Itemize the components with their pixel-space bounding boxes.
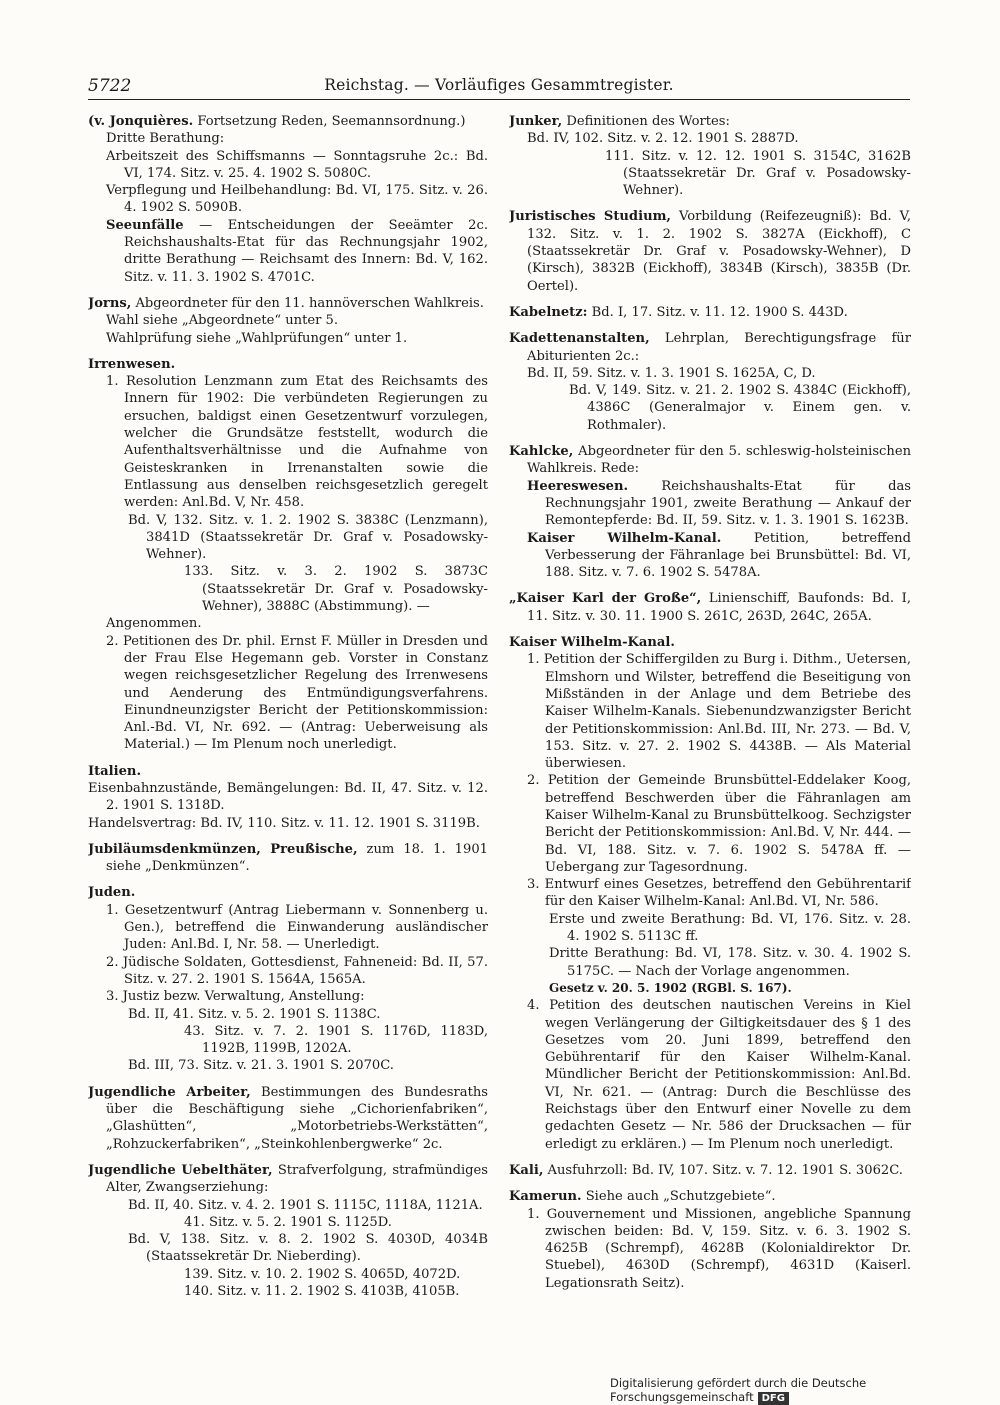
entry-kabelnetz: Kabelnetz: Bd. I, 17. Sitz. v. 11. 12. 1900 S. 443D.: [509, 304, 848, 320]
entry-jugendliche-arbeiter: Jugendliche Arbeiter, Bestimmungen des Bundesraths über die Beschäftigung siehe „Cichorienfabriken“, „Glashütten“, „Motorbetriebs-Werkstätten“, „Rohzuckerfabriken“, „Steinkohlenbergwerke“ 2c.: [88, 1084, 488, 1152]
entry-kahlcke: Kahlcke, Abgeordneter für den 5. schleswig-holsteinischen Wahlkreis. Rede: Heereswesen. Reichshaushalts-Etat für das Rechnungsjahr 1901, zweite Berathung — Ankauf der Remontepferde: Bd. II, 59. Sitz. v. 1. 3. 1901 S. 1623B. Kaiser Wilhelm-Kanal. Petition, betreffend Verbesserung der Fähranlage bei Brunsbüttel: Bd. VI, 188. Sitz. v. 7. 6. 1902 S. 5478A.: [509, 444, 911, 581]
entry-jorns: Jorns, Abgeordneter für den 11. hannöverschen Wahlkreis. Wahl siehe „Abgeordnete“ unter 5. Wahlprüfung siehe „Wahlprüfungen“ unter 1.: [88, 295, 484, 346]
entry-irrenwesen: Irrenwesen. 1. Resolution Lenzmann zum Etat des Reichsamts des Innern für 1902: Die verbündeten Regierungen zu ersuchen, baldigst einen Gesetzentwurf vorzulegen, welcher die Grundsätze feststellt, wodurch die Aufenthaltsverhältnisse und die Aufnahme von Geisteskranken in Irrenanstalten sowie die Entlassung aus denselben reichsgesetzlich geregelt werden: Anl.Bd. V, Nr. 458. Bd. V, 132. Sitz. v. 1. 2. 1902 S. 3838C (Lenzmann), 3841D (Staatssekretär Dr. Graf v. Posadowsky-Wehner). 133. Sitz. v. 3. 2. 1902 S. 3873C (Staatssekretär Dr. Graf v. Posadowsky-Wehner), 3888C (Abstimmung). — Angenommen. 2. Petitionen des Dr. phil. Ernst F. Müller in Dresden und der Frau Else Hegemann geb. Vorster in Constanz wegen reichsgesetzlicher Regelung des Irrenwesens und Aenderung des Entmündigungsverfahrens. Einundneunzigster Bericht der Petitionskommission: Anl.-Bd. VI, Nr. 692. — (Antrag: Ueberweisung als Material.) — Im Plenum noch unerledigt.: [88, 356, 488, 753]
entry-heading: Italien.: [88, 763, 142, 779]
entry-kali: Kali, Ausfuhrzoll: Bd. IV, 107. Sitz. v. 7. 12. 1901 S. 3062C.: [509, 1162, 903, 1178]
entry-junker: Junker, Definitionen des Wortes: Bd. IV, 102. Sitz. v. 2. 12. 1901 S. 2887D. 111. Sitz. v. 12. 12. 1901 S. 3154C, 3162B (Staatssekretär Dr. Graf v. Posadowsky-Wehner).: [509, 114, 911, 199]
entry-heading: Kaiser Wilhelm-Kanal.: [509, 635, 675, 651]
entry-jonquieres: (v. Jonquières. Fortsetzung Reden, Seemannsordnung.) Dritte Berathung: Arbeitszeit des Schiffsmanns — Sonntagsruhe 2c.: Bd. VI, 174. Sitz. v. 25. 4. 1902 S. 5080C. Verpflegung und Heilbehandlung: Bd. VI, 175. Sitz. v. 26. 4. 1902 S. 5090B. Seeunfälle — Entscheidungen der Seeämter 2c. Reichshaushalts-Etat für das Rechnungsjahr 1902, dritte Berathung — Reichsamt des Innern: Bd. V, 162. Sitz. v. 11. 3. 1902 S. 4701C.: [88, 114, 488, 285]
entry-italien: Italien. Eisenbahnzustände, Bemängelungen: Bd. II, 47. Sitz. v. 12. 2. 1901 S. 1318D. Handelsvertrag: Bd. IV, 110. Sitz. v. 11. 12. 1901 S. 3119B.: [88, 763, 488, 831]
entry-heading: Kabelnetz:: [509, 304, 588, 320]
subheading: Seeunfälle: [106, 217, 184, 233]
dfg-logo: DFG: [758, 1392, 789, 1405]
entry-juristisches-studium: Juristisches Studium, Vorbildung (Reifezeugniß): Bd. V, 132. Sitz. v. 1. 2. 1902 S. 3827A (Eickhoff), C (Staatssekretär Dr. Graf v. Posadowsky-Wehner), D (Kirsch), 3832B (Eickhoff), 3834B (Kirsch), 3835B (Dr. Oertel).: [509, 209, 911, 294]
header-rule: [88, 99, 910, 100]
entry-juden: Juden. 1. Gesetzentwurf (Antrag Liebermann v. Sonnenberg u. Gen.), betreffend die Einwanderung ausländischer Juden: Anl.Bd. I, Nr. 58. — Unerledigt. 2. Jüdische Soldaten, Gottesdienst, Fahneneid: Bd. II, 57. Sitz. v. 27. 2. 1901 S. 1564A, 1565A. 3. Justiz bezw. Verwaltung, Anstellung: Bd. II, 41. Sitz. v. 5. 2. 1901 S. 1138C. 43. Sitz. v. 7. 2. 1901 S. 1176D, 1183D, 1192B, 1199B, 1202A. Bd. III, 73. Sitz. v. 21. 3. 1901 S. 2070C.: [88, 885, 488, 1074]
entry-kaiser-wilhelm-kanal: Kaiser Wilhelm-Kanal. 1. Petition der Schiffergilden zu Burg i. Dithm., Uetersen, Elmshorn und Wilster, betreffend die Beseitigung von Mißständen in der Anlage und dem Betriebe des Kaiser Wilhelm-Kanals. Siebenundzwanzigster Bericht der Petitionskommission: Anl.Bd. III, Nr. 273. — Bd. V, 153. Sitz. v. 27. 2. 1902 S. 4438B. — Als Material überwiesen. 2. Petition der Gemeinde Brunsbüttel-Eddelaker Koog, betreffend Beschwerden über die Fähranlagen am Kaiser Wilhelm-Kanal zu Brunsbüttelkoog. Sechzigster Bericht der Petitionskommission: Anl.Bd. V, Nr. 444. — Bd. VI, 188. Sitz. v. 7. 6. 1902 S. 5478A ff. — Uebergang zur Tagesordnung. 3. Entwurf eines Gesetzes, betreffend den Gebührentarif für den Kaiser Wilhelm-Kanal: Anl.Bd. VI, Nr. 586. Erste und zweite Berathung: Bd. VI, 176. Sitz. v. 28. 4. 1902 S. 5113C ff. Dritte Berathung: Bd. VI, 178. Sitz. v. 30. 4. 1902 S. 5175C. — Nach der Vorlage angenommen. Gesetz v. 20. 5. 1902 (RGBl. S. 167). 4. Petition des deutschen nautischen Vereins in Kiel wegen Verlängerung der Giltigkeitsdauer des § 1 des Gesetzes vom 20. Juni 1899, betreffend den Gebührentarif für den Kaiser Wilhelm-Kanal. Mündlicher Bericht der Petitionskommission: Anl.Bd. VI, Nr. 621. — (Antrag: Durch die Beschlüsse des Reichstags über den Entwurf einer Novelle zu dem gedachten Gesetz — Nr. 586 der Drucksachen — für erledigt zu erklären.) — Im Plenum noch unerledigt.: [509, 635, 911, 1152]
entry-heading: Juristisches Studium,: [509, 209, 671, 225]
entry-jugendliche-uebeltaeter: Jugendliche Uebelthäter, Strafverfolgung, strafmündiges Alter, Zwangserziehung: Bd. II, 40. Sitz. v. 4. 2. 1901 S. 1115C, 1118A, 1121A. 41. Sitz. v. 5. 2. 1901 S. 1125D. Bd. V, 138. Sitz. v. 8. 2. 1902 S. 4030D, 4034B (Staatssekretär Dr. Nieberding). 139. Sitz. v. 10. 2. 1902 S. 4065D, 4072D. 140. Sitz. v. 11. 2. 1902 S. 4103B, 4105B.: [88, 1162, 488, 1299]
entry-heading: Kali,: [509, 1162, 544, 1178]
running-title: Reichstag. — Vorläufiges Gesammtregister.: [324, 76, 674, 94]
entry-heading: Kahlcke,: [509, 444, 574, 460]
entry-kamerun: Kamerun. Siehe auch „Schutzgebiete“. 1. Gouvernement und Missionen, angebliche Spannung zwischen beiden: Bd. V, 159. Sitz. v. 6. 3. 1902 S. 4625B (Schrempf), 4628B (Kolonialdirektor Dr. Stuebel), 4630D (Schrempf), 4631D (Kaiserl. Legationsrath Seitz).: [509, 1189, 911, 1291]
footer-credit: Digitalisierung gefördert durch die Deutsche Forschungsgemeinschaft DFG: [610, 1376, 867, 1404]
left-column: [88, 113, 488, 1358]
entry-heading: Jubiläumsdenkmünzen, Preußische,: [88, 841, 358, 857]
entry-heading: Kadettenanstalten,: [509, 331, 650, 347]
page-number: 5722: [88, 76, 132, 96]
entry-heading: Junker,: [509, 114, 563, 129]
page-header: [88, 72, 910, 98]
entry-heading: Juden.: [88, 885, 136, 901]
entry-heading: Jugendliche Uebelthäter,: [88, 1162, 273, 1178]
right-column: [509, 113, 911, 1358]
entry-heading: „Kaiser Karl der Große“,: [509, 591, 702, 607]
entry-heading: Jugendliche Arbeiter,: [88, 1084, 251, 1100]
entry-heading: Irrenwesen.: [88, 356, 176, 372]
subheading: Heereswesen.: [527, 478, 629, 494]
entry-heading: Jorns,: [88, 295, 132, 311]
entry-heading: (v. Jonquières.: [88, 114, 194, 129]
entry-jubilaeumsdenkmuenzen: Jubiläumsdenkmünzen, Preußische, zum 18. 1. 1901 siehe „Denkmünzen“.: [88, 841, 488, 875]
subheading: Kaiser Wilhelm-Kanal.: [527, 530, 722, 546]
entry-heading: Kamerun.: [509, 1189, 582, 1205]
entry-kadettenanstalten: Kadettenanstalten, Lehrplan, Berechtigungsfrage für Abiturienten 2c.: Bd. II, 59. Sitz. v. 1. 3. 1901 S. 1625A, C, D. Bd. V, 149. Sitz. v. 21. 2. 1902 S. 4384C (Eickhoff), 4386C (Generalmajor v. Einem gen. v. Rothmaler).: [509, 331, 911, 433]
entry-kaiser-karl: „Kaiser Karl der Große“, Linienschiff, Baufonds: Bd. I, 11. Sitz. v. 30. 11. 1900 S. 261C, 263D, 264C, 265A.: [509, 591, 911, 624]
